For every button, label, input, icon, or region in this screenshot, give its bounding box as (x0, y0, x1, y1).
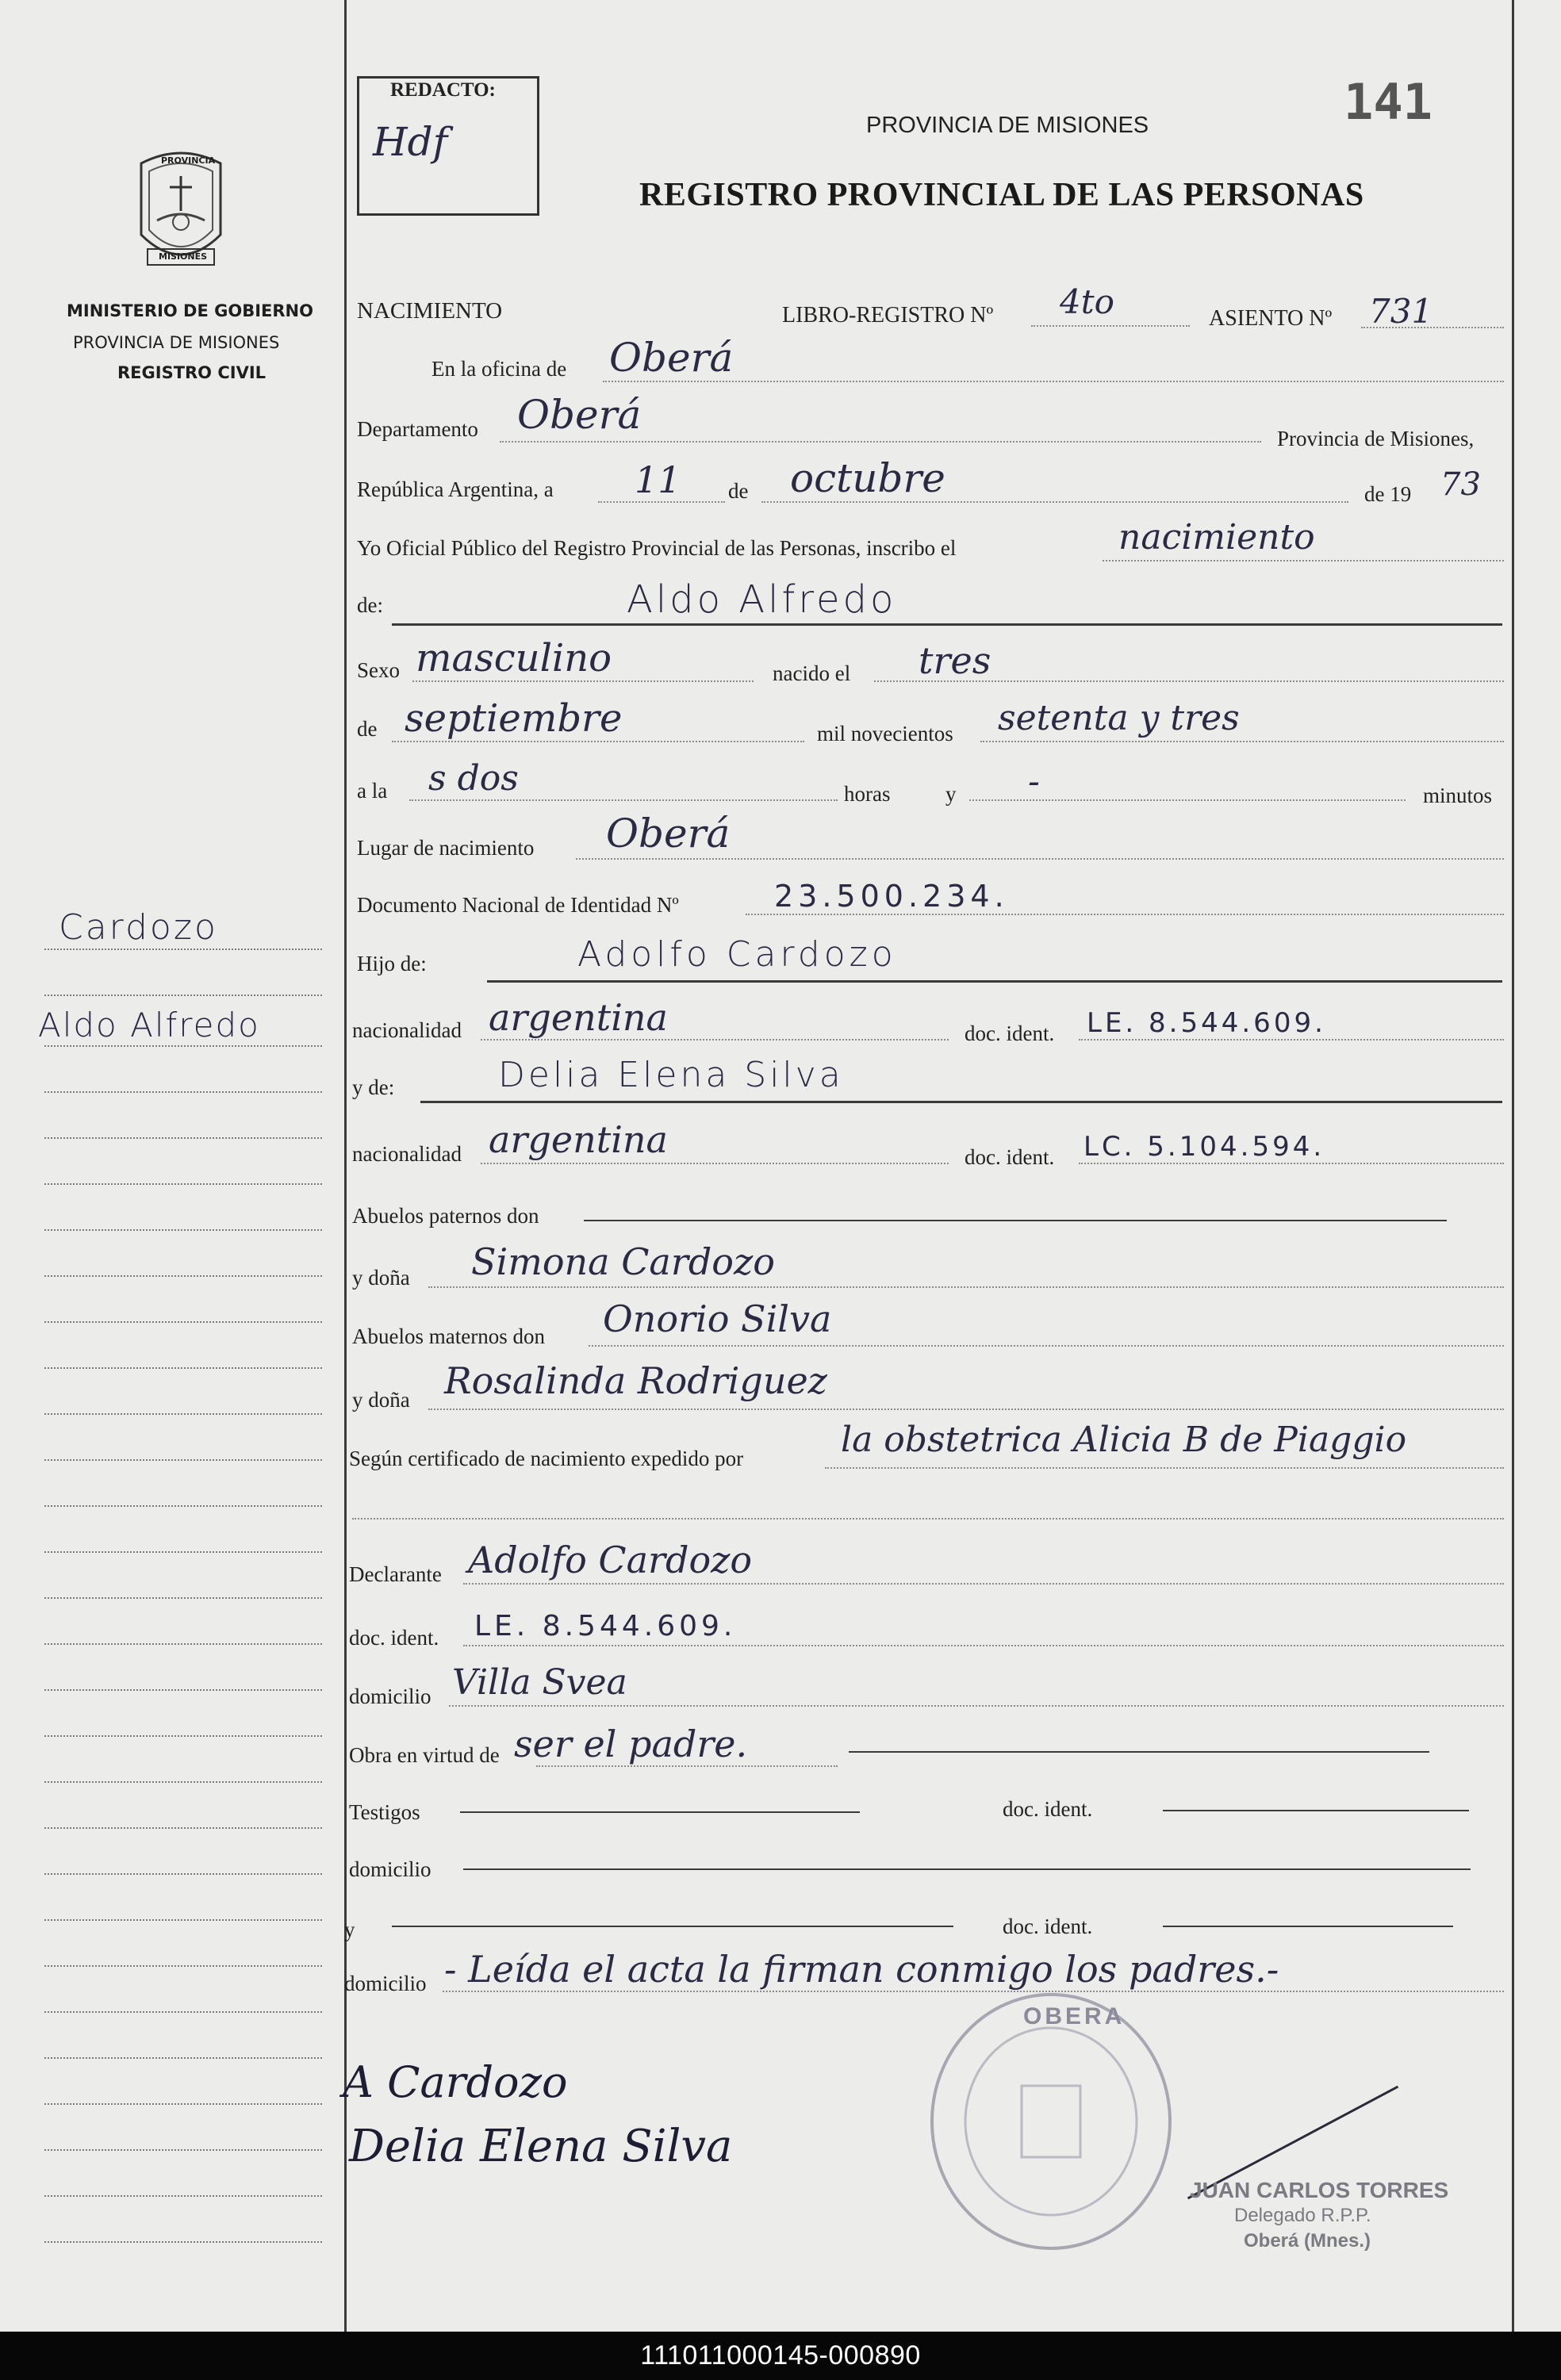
year-label: de 19 (1364, 482, 1412, 506)
name-line (392, 623, 1502, 626)
birth-month-line (392, 741, 804, 742)
abuelos-m-line (589, 1345, 1504, 1347)
margin-line (44, 1643, 322, 1645)
margin-line (44, 1551, 322, 1553)
abuela-m-value: Rosalinda Rodriguez (444, 1359, 827, 1402)
libro-line (1031, 325, 1190, 327)
decl-doc-line (463, 1645, 1504, 1646)
obra-line (536, 1765, 838, 1767)
nac1-value: argentina (489, 996, 668, 1039)
name-value: Aldo Alfredo (627, 577, 897, 622)
declarante-label: Declarante (349, 1562, 442, 1586)
doc1-label: doc. ident. (965, 1021, 1055, 1045)
departamento-label: Departamento (357, 417, 478, 441)
ministry-name: MINISTERIO DE GOBIERNO (67, 301, 313, 320)
official-place: Oberá (Mnes.) (1244, 2230, 1371, 2252)
sexo-label: Sexo (357, 658, 400, 682)
declarante-value: Adolfo Cardozo (468, 1539, 753, 1581)
declarante-line (463, 1583, 1504, 1585)
segun-line (825, 1467, 1504, 1469)
abuela-p-label: y doña (352, 1266, 410, 1290)
dom2-line (463, 1868, 1471, 1870)
dni-line (746, 914, 1504, 915)
margin-line (44, 1045, 322, 1047)
decl-doc-label: doc. ident. (349, 1626, 439, 1650)
abuela-m-line (428, 1408, 1504, 1410)
y2-label: y (344, 1918, 355, 1941)
de3-label: de (357, 717, 378, 741)
margin-line (44, 1781, 322, 1783)
year-value: 73 (1440, 466, 1481, 503)
de-name-label: de: (357, 593, 383, 617)
doc2-line (1079, 1163, 1504, 1164)
padre-line (487, 980, 1502, 983)
sexo-line (412, 680, 754, 682)
nac2-value: argentina (489, 1118, 668, 1161)
margin-line (44, 1091, 322, 1093)
hora-line (409, 799, 838, 801)
lugar-value: Oberá (606, 811, 731, 857)
test2-doc-label: doc. ident. (1003, 1914, 1093, 1938)
margin-line (44, 1597, 322, 1599)
domicilio-value: Villa Svea (452, 1662, 627, 1703)
dni-value: 23.500.234. (774, 879, 1009, 914)
father-signature: A Cardozo (343, 2057, 568, 2107)
margin-line (44, 1413, 322, 1415)
abuelo-m-value: Onorio Silva (603, 1297, 832, 1340)
libro-value: 4to (1060, 282, 1114, 321)
departamento-line (500, 441, 1261, 443)
oficial-text: Yo Oficial Público del Registro Provincial de las Personas, inscribo el (357, 536, 957, 560)
nac1-label: nacionalidad (352, 1018, 462, 1042)
abuela-m-label: y doña (352, 1388, 410, 1412)
nacido-label: nacido el (773, 661, 851, 685)
margin-line (44, 1919, 322, 1921)
test-doc-label: doc. ident. (1003, 1797, 1093, 1821)
nac2-line (481, 1163, 949, 1164)
margin-line (44, 1735, 322, 1737)
doc1-line (1079, 1039, 1504, 1041)
lugar-label: Lugar de nacimiento (357, 836, 535, 860)
ala-label: a la (357, 779, 388, 803)
margin-line (44, 1183, 322, 1185)
lectura-value: - Leída el acta la firman conmigo los padres.- (444, 1948, 1279, 1991)
horas-label: horas (844, 782, 891, 806)
mil-line (980, 741, 1504, 742)
margin-line (44, 1827, 322, 1829)
margin-line (44, 995, 322, 996)
margin-line (44, 1873, 322, 1875)
dom2-label: domicilio (349, 1857, 431, 1881)
yde-label: y de: (352, 1075, 395, 1099)
margin-line (44, 1321, 322, 1323)
obra-dash (849, 1751, 1429, 1753)
emblem-bottom-text: MISIONES (159, 251, 208, 262)
madre-line (420, 1101, 1502, 1103)
margin-line (44, 1459, 322, 1461)
month-line (761, 501, 1348, 503)
oficina-label: En la oficina de (431, 357, 567, 381)
margin-line (44, 1137, 322, 1139)
margin-line (44, 2057, 322, 2059)
sexo-value: masculino (416, 636, 612, 680)
segun-label: Según certificado de nacimiento expedido por (349, 1447, 744, 1470)
doc2-label: doc. ident. (965, 1145, 1055, 1169)
margin-line (44, 949, 322, 950)
footer-code: 111011000145-000890 (0, 2332, 1561, 2380)
abuelos-m-label: Abuelos maternos don (352, 1324, 545, 1348)
departamento-value: Oberá (517, 392, 642, 438)
header-title: REGISTRO PROVINCIAL DE LAS PERSONAS (639, 177, 1364, 213)
dni-label: Documento Nacional de Identidad Nº (357, 893, 679, 917)
birth-month-value: septiembre (405, 696, 623, 741)
inscribo-value: nacimiento (1118, 517, 1315, 558)
testigos-line (460, 1811, 860, 1813)
padre-value: Adolfo Cardozo (577, 934, 897, 975)
asiento-value: 731 (1369, 292, 1433, 331)
day-line (598, 501, 725, 503)
margin-line (44, 2195, 322, 2197)
segun-value: la obstetrica Alicia B de Piaggio (841, 1420, 1407, 1460)
test-doc-line (1163, 1810, 1469, 1811)
de-label: de (728, 479, 749, 503)
minutos-label: minutos (1423, 784, 1493, 807)
page-number: 141 (1344, 73, 1433, 131)
lugar-line (576, 858, 1504, 860)
doc1-value: LE. 8.544.609. (1087, 1007, 1326, 1039)
obra-value: ser el padre. (514, 1723, 748, 1765)
margin-line (44, 1229, 322, 1231)
seal-text: OBERA (1023, 2003, 1126, 2029)
day-value: 11 (635, 458, 681, 501)
oficina-value: Oberá (609, 335, 734, 381)
margin-line (44, 1275, 322, 1277)
redacto-label: REDACTO: (390, 79, 496, 101)
testigos-label: Testigos (349, 1800, 420, 1824)
inscribo-line (1103, 560, 1504, 561)
emblem-top-text: PROVINCIA (161, 155, 216, 166)
official-name: JUAN CARLOS TORRES (1190, 2178, 1449, 2202)
margin-line (44, 1505, 322, 1507)
ministry-province: PROVINCIA DE MISIONES (73, 333, 280, 352)
abuelos-p-label: Abuelos paternos don (352, 1204, 539, 1228)
margin-line (44, 1367, 322, 1369)
oficina-line (603, 381, 1504, 382)
test2-doc-line (1163, 1926, 1453, 1927)
domicilio-line (449, 1705, 1504, 1707)
nac1-line (481, 1039, 949, 1041)
obra-label: Obra en virtud de (349, 1743, 500, 1767)
decl-doc-value: LE. 8.544.609. (474, 1610, 737, 1642)
right-margin-rule (1512, 0, 1514, 2332)
margin-given: Aldo Alfredo (38, 1006, 260, 1044)
asiento-label: ASIENTO Nº (1209, 306, 1333, 331)
margin-line (44, 2103, 322, 2105)
segun-line-2 (352, 1518, 1504, 1520)
libro-label: LIBRO-REGISTRO Nº (782, 303, 994, 328)
margin-line (44, 1965, 322, 1967)
nacido-value: tres (919, 639, 991, 682)
provincia-suffix: Provincia de Misiones, (1277, 427, 1475, 450)
y2-line (392, 1926, 953, 1927)
y-label: y (945, 782, 957, 806)
abuelos-p-line (584, 1220, 1447, 1221)
month-value: octubre (790, 455, 945, 501)
abuela-p-line (428, 1286, 1504, 1288)
ministry-registry: REGISTRO CIVIL (117, 363, 267, 382)
mil-label: mil novecientos (817, 722, 953, 745)
republica-label: República Argentina, a (357, 477, 554, 501)
min-value: - (1028, 761, 1040, 802)
mother-signature: Delia Elena Silva (349, 2121, 733, 2172)
hora-value: s dos (428, 758, 519, 799)
dom3-label: domicilio (344, 1972, 427, 1995)
margin-surname: Cardozo (59, 907, 218, 948)
doc2-value: LC. 5.104.594. (1083, 1131, 1325, 1163)
margin-line (44, 2011, 322, 2013)
margin-line (44, 2241, 322, 2243)
header-province: PROVINCIA DE MISIONES (866, 113, 1149, 138)
nac2-label: nacionalidad (352, 1142, 462, 1166)
margin-line (44, 1689, 322, 1691)
record-type-label: NACIMIENTO (357, 298, 503, 324)
margin-line (44, 2149, 322, 2151)
domicilio-label: domicilio (349, 1684, 431, 1708)
abuela-p-value: Simona Cardozo (471, 1240, 775, 1283)
redacto-initials: Hdf (373, 119, 448, 165)
hijo-label: Hijo de: (357, 952, 427, 975)
mil-value: setenta y tres (998, 698, 1240, 738)
madre-value: Delia Elena Silva (498, 1055, 844, 1095)
official-title: Delegado R.P.P. (1234, 2205, 1371, 2226)
